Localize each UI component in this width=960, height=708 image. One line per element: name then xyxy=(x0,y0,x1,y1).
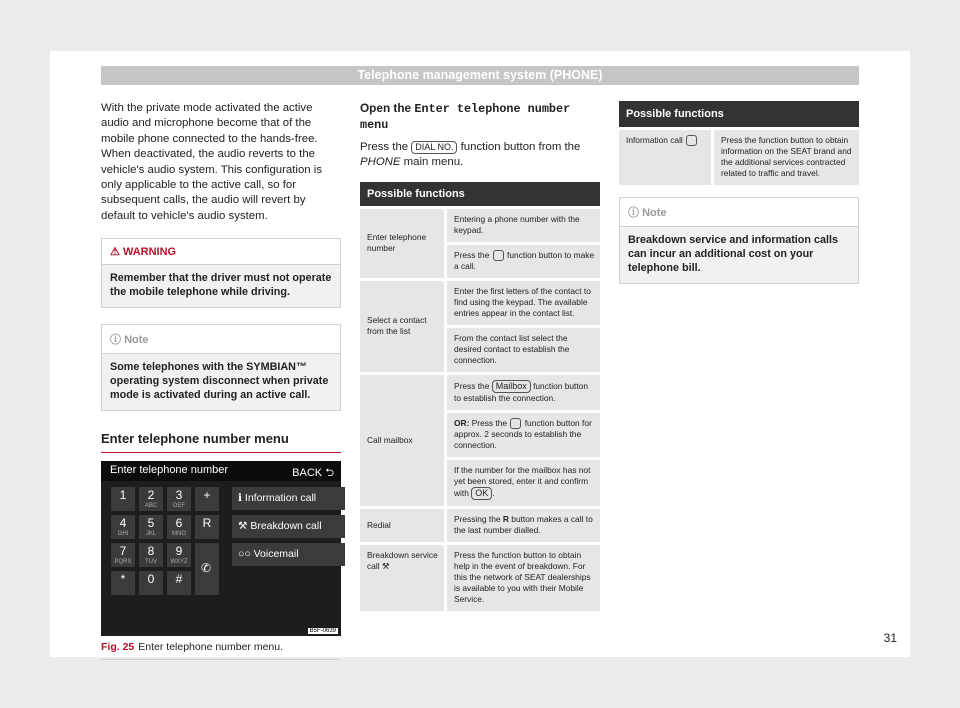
note-box xyxy=(101,324,341,411)
page-number: 31 xyxy=(883,631,897,645)
table-row: If the number for the mailbox has not yet been stored, enter it and confirm with OK . xyxy=(360,459,600,508)
info-icon: ⓘ xyxy=(628,207,639,219)
key-star: * xyxy=(111,571,135,595)
note-title: Note xyxy=(642,207,667,219)
column-middle xyxy=(360,101,600,611)
table-header: Possible functions xyxy=(360,182,600,208)
handset-icon: ✆ xyxy=(201,561,212,576)
breakdown-call-button: ⚒ Breakdown call xyxy=(232,515,345,538)
figure-code: B5F-0639 xyxy=(309,628,336,635)
section-title: Enter telephone number menu xyxy=(101,431,341,453)
table-row: Information call Press the function button to obtain information on the SEAT brand and the additional services contracted related to traffic and travel. xyxy=(619,129,859,186)
page-header: Telephone management system (PHONE) xyxy=(101,66,859,85)
call-key xyxy=(195,543,219,595)
table-row: Redial Pressing the R button makes a call to the last number dialled. xyxy=(360,508,600,544)
key-4: 4 GHI xyxy=(111,515,135,539)
voicemail-icon: ○○ xyxy=(238,548,251,561)
screen-topbar xyxy=(101,461,341,481)
note-text: Some telephones with the SYMBIAN™ operating system disconnect when private mode is activated during an active call. xyxy=(110,361,329,402)
warning-box xyxy=(101,238,341,308)
key-7: 7 PQRS xyxy=(111,543,135,567)
back-arrow-icon: ⮌ xyxy=(325,467,334,480)
instruction-text: Press the DIAL NO. function button from the PHONE main menu. xyxy=(360,141,581,169)
note-title: Note xyxy=(124,334,149,347)
table-row: Enter telephone number Entering a phone number with the keypad. xyxy=(360,207,600,243)
warning-header xyxy=(102,239,340,265)
back-button: BACK ⮌ xyxy=(292,467,334,480)
key-2: 2 ABC xyxy=(139,487,163,511)
key-1: 1 xyxy=(111,487,135,511)
key-3: 3 DEF xyxy=(167,487,191,511)
column-right xyxy=(619,101,859,284)
table-row: OR: Press the function button for approx. 2 seconds to establish the connection. xyxy=(360,412,600,459)
table-header: Possible functions xyxy=(619,101,859,129)
table-row: From the contact list select the desired contact to establish the connection. xyxy=(360,327,600,374)
screen-title: Enter telephone number xyxy=(110,464,229,477)
key-6: 6 MNO xyxy=(167,515,191,539)
functions-table xyxy=(360,182,600,612)
warning-text: Remember that the driver must not operate the mobile telephone while driving. xyxy=(110,272,332,299)
key-hash: # xyxy=(167,571,191,595)
info-person-icon: ℹ xyxy=(238,492,242,505)
note-text: Breakdown service and information calls can incur an additional cost on your telephone bill. xyxy=(628,234,839,274)
manual-page xyxy=(50,51,910,657)
wrench-icon: ⚒ xyxy=(381,561,390,572)
figure-caption: Fig. 25 Enter telephone number menu. xyxy=(101,638,341,660)
warning-icon: ⚠ xyxy=(110,246,120,259)
key-5: 5 JKL xyxy=(139,515,163,539)
keypad-one-icon xyxy=(510,418,521,429)
key-8: 8 TUV xyxy=(139,543,163,567)
intro-paragraph: With the private mode activated the active audio and microphone become that of the mobile phone connected to the hands-free. When deactivated, the audio reverts to the vehicle's audio system. This configuration is only applicable to the active call, so for subsequent calls, the audio will revert by default to vehicle's audio system. xyxy=(101,102,323,222)
mailbox-button: Mailbox xyxy=(492,380,531,393)
ok-button: OK xyxy=(471,487,492,500)
note-header xyxy=(620,198,858,227)
info-person-icon xyxy=(686,135,697,146)
information-call-button: ℹ Information call xyxy=(232,487,345,510)
wrench-icon: ⚒ xyxy=(238,520,248,533)
note-box-2 xyxy=(619,197,859,284)
dial-no-button: DIAL NO. xyxy=(411,141,457,154)
key-9: 9 WXYZ xyxy=(167,543,191,567)
voicemail-button: ○○ Voicemail xyxy=(232,543,345,566)
column-left xyxy=(101,101,341,660)
phone-screen-figure xyxy=(101,461,341,636)
key-plus: + xyxy=(195,487,219,511)
key-0: 0 xyxy=(139,571,163,595)
note-header xyxy=(102,325,340,354)
warning-title: WARNING xyxy=(122,246,177,259)
info-icon: ⓘ xyxy=(110,334,121,347)
instruction-heading: Open the Enter telephone number menu xyxy=(360,101,571,132)
key-r: R xyxy=(195,515,219,539)
table-row: Breakdown service call ⚒ Press the function button to obtain help in the event of breakdown. For this the network of SEAT dealerships is available to you with their Mobile Service. xyxy=(360,544,600,612)
functions-table-continued xyxy=(619,101,859,185)
table-row: Select a contact from the list Enter the first letters of the contact to find using the keypad. The available entries appear in the contact list. xyxy=(360,280,600,327)
handset-icon xyxy=(493,250,504,261)
table-row: Call mailbox Press the Mailbox function button to establish the connection. xyxy=(360,374,600,412)
table-row: Press the function button to make a call. xyxy=(360,243,600,279)
